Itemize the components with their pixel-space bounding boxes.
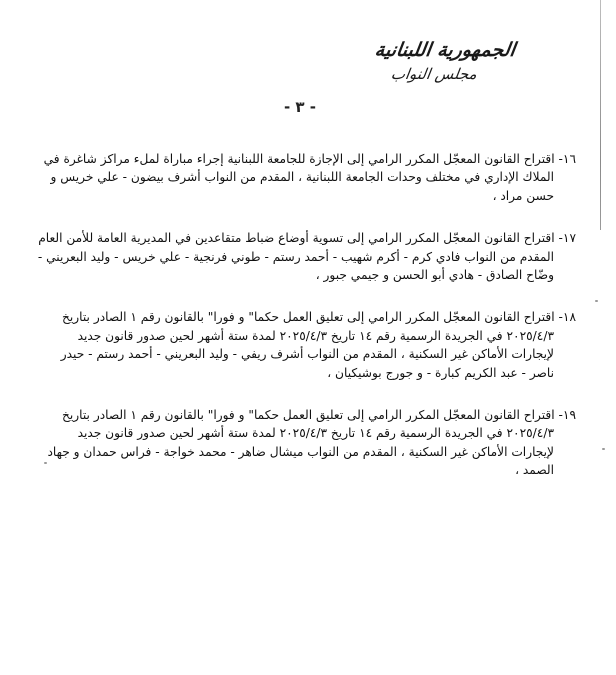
letterhead — [350, 38, 540, 84]
scan-edge-line — [600, 0, 601, 230]
agenda-items-list — [36, 150, 576, 504]
agenda-item — [36, 406, 576, 480]
agenda-item — [36, 229, 576, 284]
letterhead-parliament: مجلس النواب — [389, 65, 479, 83]
scan-speck — [595, 300, 598, 302]
agenda-item-body — [36, 150, 576, 205]
agenda-item-body — [36, 308, 576, 382]
agenda-item — [36, 308, 576, 382]
agenda-item-text: اقتراح القانون المعجّل المكرر الرامي إلى تعليق العمل حكما" و فورا" بالقانون رقم ١ الصادر بتاريخ ٢٠٢٥/٤/٣ في الجريدة الرسمية رقم ١٤ تاريخ ٢٠٢٥/٤/٣ لمدة ستة أشهر لحين صدور قانون جديد لإيجارات الأماكن غير السكنية ، المقدم من النواب أشرف ريفي - وليد البعريني - أحمد رستم - حيدر ناصر - عبد الكريم كبارة - و جورج بوشيكيان ، — [60, 310, 555, 380]
agenda-item-text: اقتراح القانون المعجّل المكرر الرامي إلى تسوية أوضاع ضباط متقاعدين في المديرية العامة للأمن العام المقدم من النواب فادي كرم - أكرم شهيب - أحمد رستم - طوني فرنجية - علي خريس - وليد البعريني - وضّاح الصادق - هادي أبو الحسن و جيمي جبور ، — [37, 231, 555, 283]
agenda-item-text: اقتراح القانون المعجّل المكرر الرامي إلى تعليق العمل حكما" و فورا" بالقانون رقم ١ الصادر بتاريخ ٢٠٢٥/٤/٣ في الجريدة الرسمية رقم ١٤ تاريخ ٢٠٢٥/٤/٣ لمدة ستة أشهر لحين صدور قانون جديد لإيجارات الأماكن غير السكنية ، المقدم من النواب ميشال ضاهر - محمد خواجة - فراس حمدان و جهاد الصمد ، — [47, 408, 555, 478]
agenda-item-number: ١٨- — [558, 310, 576, 325]
agenda-item-body — [36, 229, 576, 284]
scan-speck — [602, 448, 605, 450]
agenda-item-number: ١٦- — [558, 152, 576, 166]
agenda-item-number: ١٧- — [558, 231, 576, 246]
page-number: - ٣ - — [283, 98, 317, 116]
agenda-item-body — [36, 406, 576, 480]
agenda-item-number: ١٩- — [558, 408, 576, 423]
letterhead-republic: الجمهورية اللبنانية — [373, 39, 517, 61]
agenda-item — [36, 150, 576, 205]
agenda-item-text: اقتراح القانون المعجّل المكرر الرامي إلى الإجازة للجامعة اللبنانية إجراء مباراة لملء مراكز شاغرة في الملاك الإداري في مختلف وحدات الجامعة اللبنانية ، المقدم من النواب أشرف بيضون - علي خريس و حسن مراد ، — [43, 152, 555, 203]
